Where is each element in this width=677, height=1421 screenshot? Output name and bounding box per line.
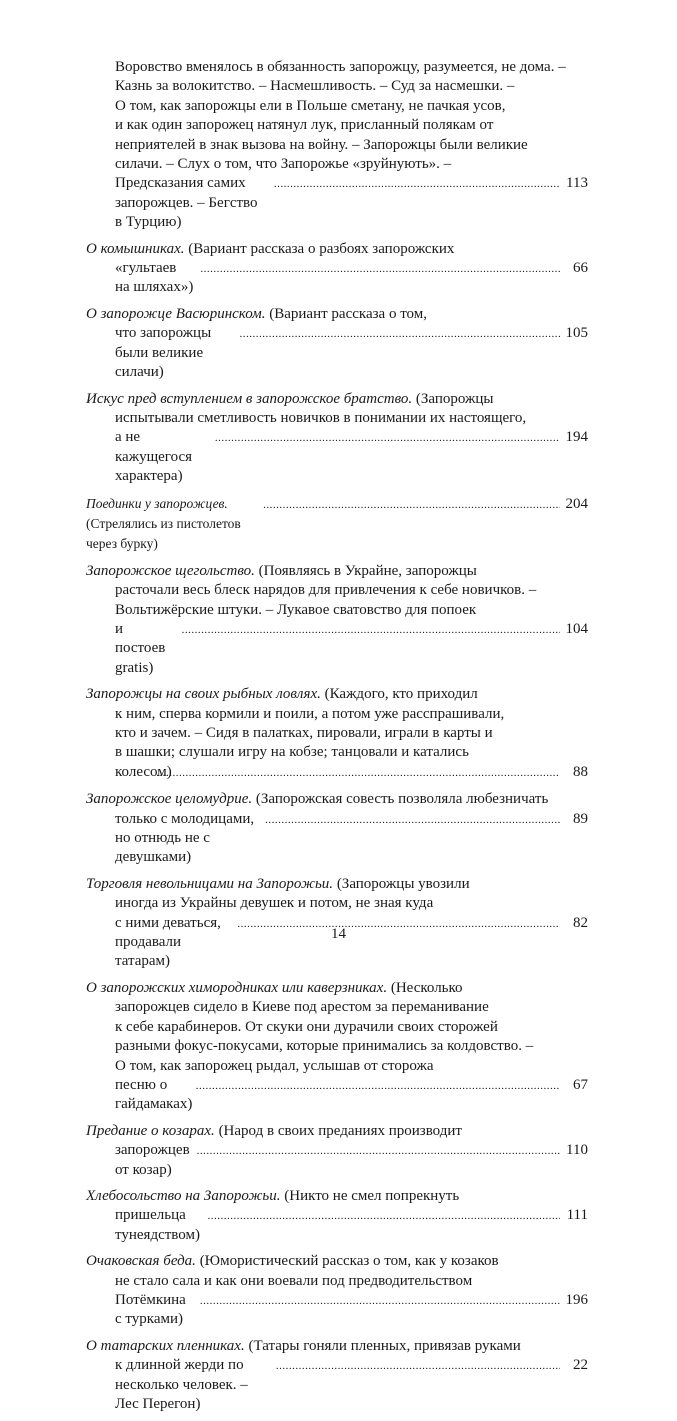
entry-line: к ним, сперва кормили и поили, а потом уже расспрашивали, <box>115 705 505 722</box>
entry-line: расточали весь блеск нарядов для привлечения к себе новичков. – <box>115 582 537 599</box>
entry-first-line <box>86 562 588 581</box>
entry-description: (Запорожская совесть позволяла любезничать <box>252 791 549 808</box>
entry-first-line <box>86 390 588 409</box>
entry-line: и как один запорожец натянул лук, присланный полякам от <box>115 117 494 134</box>
entry-description: (Вариант рассказа о том, <box>265 305 428 322</box>
entry-description: (Вариант рассказа о разбоях запорожских <box>184 240 455 257</box>
entry-title: Предание о козарах. <box>86 1122 215 1139</box>
entry-page-number: 194 <box>565 429 588 446</box>
entry-description: (Юмористический рассказ о том, как у козаков <box>195 1253 499 1270</box>
entry-description: (Татары гоняли пленных, привязав руками <box>244 1337 521 1354</box>
dot-leader <box>239 325 559 344</box>
entry-page-number: 67 <box>573 1076 588 1093</box>
entry-description: (Никто не смел попрекнуть <box>280 1187 460 1204</box>
toc-entry[interactable] <box>86 790 588 868</box>
entry-title: Искус пред вступлением в запорожское братство. <box>86 390 413 407</box>
toc-entry[interactable] <box>86 240 588 298</box>
entry-line: запорожцев сидело в Киеве под арестом за переманивание <box>115 999 489 1016</box>
entry-last-line <box>86 1076 588 1115</box>
entry-line: разными фокус-покусами, которые принимались за колдовство. – <box>115 1038 534 1055</box>
table-of-contents <box>86 58 588 1421</box>
entry-description: (Запорожцы увозили <box>333 875 470 892</box>
entry-last-line <box>86 1141 588 1180</box>
entry-title: О татарских пленниках. <box>86 1337 245 1354</box>
toc-entry[interactable] <box>86 1337 588 1415</box>
entry-title: О запорожских химородниках или каверзниках. <box>86 979 388 996</box>
entry-first-line <box>86 1187 588 1206</box>
toc-entry[interactable] <box>86 1252 588 1330</box>
entry-text <box>86 494 257 555</box>
entry-line: силачи. – Слух о том, что Запорожье «зруйнують». – <box>115 156 452 173</box>
entry-line: кто и зачем. – Сидя в палатках, пировали, играли в карты и <box>115 725 493 741</box>
entry-line: Воровство вменялось в обязанность запорожцу, разумеется, не дома. – <box>115 59 566 75</box>
entry-page-number: 82 <box>573 914 588 931</box>
entry-first-line <box>86 1252 588 1271</box>
entry-page-number: 111 <box>566 1207 588 1224</box>
dot-leader <box>215 429 560 448</box>
entry-last-line <box>86 324 588 382</box>
toc-entry[interactable] <box>86 1187 588 1245</box>
toc-entry[interactable] <box>86 979 588 1115</box>
entry-description: (Несколько <box>387 979 463 996</box>
entry-line: иногда из Украйны девушек и потом, не зная куда <box>115 895 434 912</box>
dot-leader <box>265 811 560 830</box>
entry-description-end: Потёмкина с турками) <box>115 1291 186 1328</box>
dot-leader <box>156 764 560 783</box>
entry-last-line <box>86 174 588 232</box>
entry-first-line <box>86 875 588 894</box>
entry-description-end: только с молодицами, но отнюдь не с девушками) <box>115 810 255 866</box>
toc-entry[interactable] <box>86 58 588 233</box>
entry-line <box>86 494 588 555</box>
entry-last-line <box>86 1356 588 1414</box>
entry-description-end: Предсказания самих запорожцев. – Бегство в Турцию) <box>115 175 258 231</box>
entry-description-end: и постоев gratis) <box>115 620 166 676</box>
entry-description: (Каждого, кто приходил <box>320 686 478 703</box>
entry-last-line <box>86 1206 588 1245</box>
entry-first-line <box>86 1122 588 1141</box>
entry-line: Вольтижёрские штуки. – Лукавое сватовство для попоек <box>115 601 477 618</box>
entry-description: (Запорожцы <box>412 390 494 407</box>
page-number: 14 <box>331 926 346 942</box>
entry-page-number: 196 <box>565 1291 588 1308</box>
entry-last-line <box>86 763 588 783</box>
entry-title: Хлебосольство на Запорожьи. <box>86 1187 281 1204</box>
entry-description-end: что запорожцы были великие силачи) <box>115 325 212 381</box>
entry-line: к себе карабинеров. От скуки они дурачили своих сторожей <box>115 1018 498 1035</box>
entry-page-number: 89 <box>573 810 588 827</box>
entry-first-line <box>86 979 588 998</box>
entry-page-number: 22 <box>573 1357 588 1374</box>
entry-description-end: «гультаев на шляхах») <box>115 260 194 296</box>
entry-page-number: 204 <box>565 495 588 512</box>
entry-description-end: песню о гайдамаках) <box>115 1076 193 1113</box>
entry-line: О том, как запорожцы ели в Польше сметану, не пачкая усов, <box>115 97 506 114</box>
entry-last-line <box>86 810 588 868</box>
entry-first-line <box>86 305 588 324</box>
dot-leader <box>182 621 560 640</box>
entry-last-line <box>86 259 588 298</box>
entry-title: О запорожце Васюринском. <box>86 305 266 322</box>
entry-first-line <box>86 1337 588 1356</box>
entry-title: Запорожцы на своих рыбных ловлях. <box>86 686 321 703</box>
entry-line: не стало сала и как они воевали под предводительством <box>115 1272 473 1289</box>
entry-last-line <box>86 1291 588 1330</box>
dot-leader <box>208 1207 561 1226</box>
entry-description-end: а не кажущегося характера) <box>115 429 192 485</box>
entry-description: (Стрелялись из пистолетов через бурку) <box>86 515 241 552</box>
entry-title: Поединки у запорожцев. <box>86 495 228 511</box>
toc-entry[interactable] <box>86 1122 588 1180</box>
entry-page-number: 113 <box>566 175 588 192</box>
entry-first-line <box>86 240 588 259</box>
entry-page-number: 104 <box>565 620 588 637</box>
entry-page-number: 88 <box>573 763 588 780</box>
entry-description-end: с ними деваться, продавали татарам) <box>115 914 221 970</box>
entry-line: в шашки; слушали игру на кобзе; танцовали и катались <box>115 744 469 761</box>
toc-entry[interactable] <box>86 562 588 678</box>
toc-entry[interactable] <box>86 685 588 783</box>
dot-leader <box>200 1292 560 1311</box>
dot-leader <box>197 1142 560 1161</box>
entry-title: О комышниках. <box>86 240 185 257</box>
dot-leader <box>196 1077 560 1096</box>
entry-page-number: 66 <box>573 260 588 277</box>
entry-title: Запорожское целомудрие. <box>86 791 253 808</box>
dot-leader <box>274 175 560 194</box>
entry-description-end: пришельца тунеядством) <box>115 1207 200 1243</box>
dot-leader <box>200 260 560 279</box>
entry-description: (Появляясь в Украйне, запорожцы <box>254 562 477 579</box>
entry-description-end: к длинной жерди по несколько человек. – Лес Перегон) <box>115 1357 248 1412</box>
entry-line: О том, как запорожец рыдал, услышав от сторожа <box>115 1057 434 1074</box>
entry-title: Запорожское щегольство. <box>86 562 255 579</box>
entry-last-line <box>86 620 588 678</box>
entry-page-number: 110 <box>566 1142 588 1159</box>
entry-description-end: запорожцев от козар) <box>115 1142 190 1178</box>
dot-leader <box>276 1357 560 1376</box>
dot-leader <box>263 496 559 515</box>
toc-entry[interactable] <box>86 305 588 383</box>
toc-entry[interactable] <box>86 875 588 972</box>
entry-line: неприятелей в знак вызова на войну. – Запорожцы были великие <box>115 136 528 153</box>
entry-title: Очаковская беда. <box>86 1253 196 1270</box>
toc-entry[interactable] <box>86 390 588 487</box>
toc-entry[interactable] <box>86 494 588 555</box>
entry-first-line <box>86 685 588 704</box>
entry-line: испытывали сметливость новичков в понимании их настоящего, <box>115 409 527 426</box>
entry-title: Торговля невольницами на Запорожьи. <box>86 875 334 892</box>
entry-last-line <box>86 428 588 486</box>
entry-page-number: 105 <box>565 325 588 342</box>
entry-line: Казнь за волокитство. – Насмешливость. – Суд за насмешки. – <box>115 78 515 95</box>
entry-first-line <box>86 790 588 809</box>
entry-description: (Народ в своих преданиях производит <box>214 1122 462 1139</box>
entry-description-end: колесом) <box>115 763 172 780</box>
